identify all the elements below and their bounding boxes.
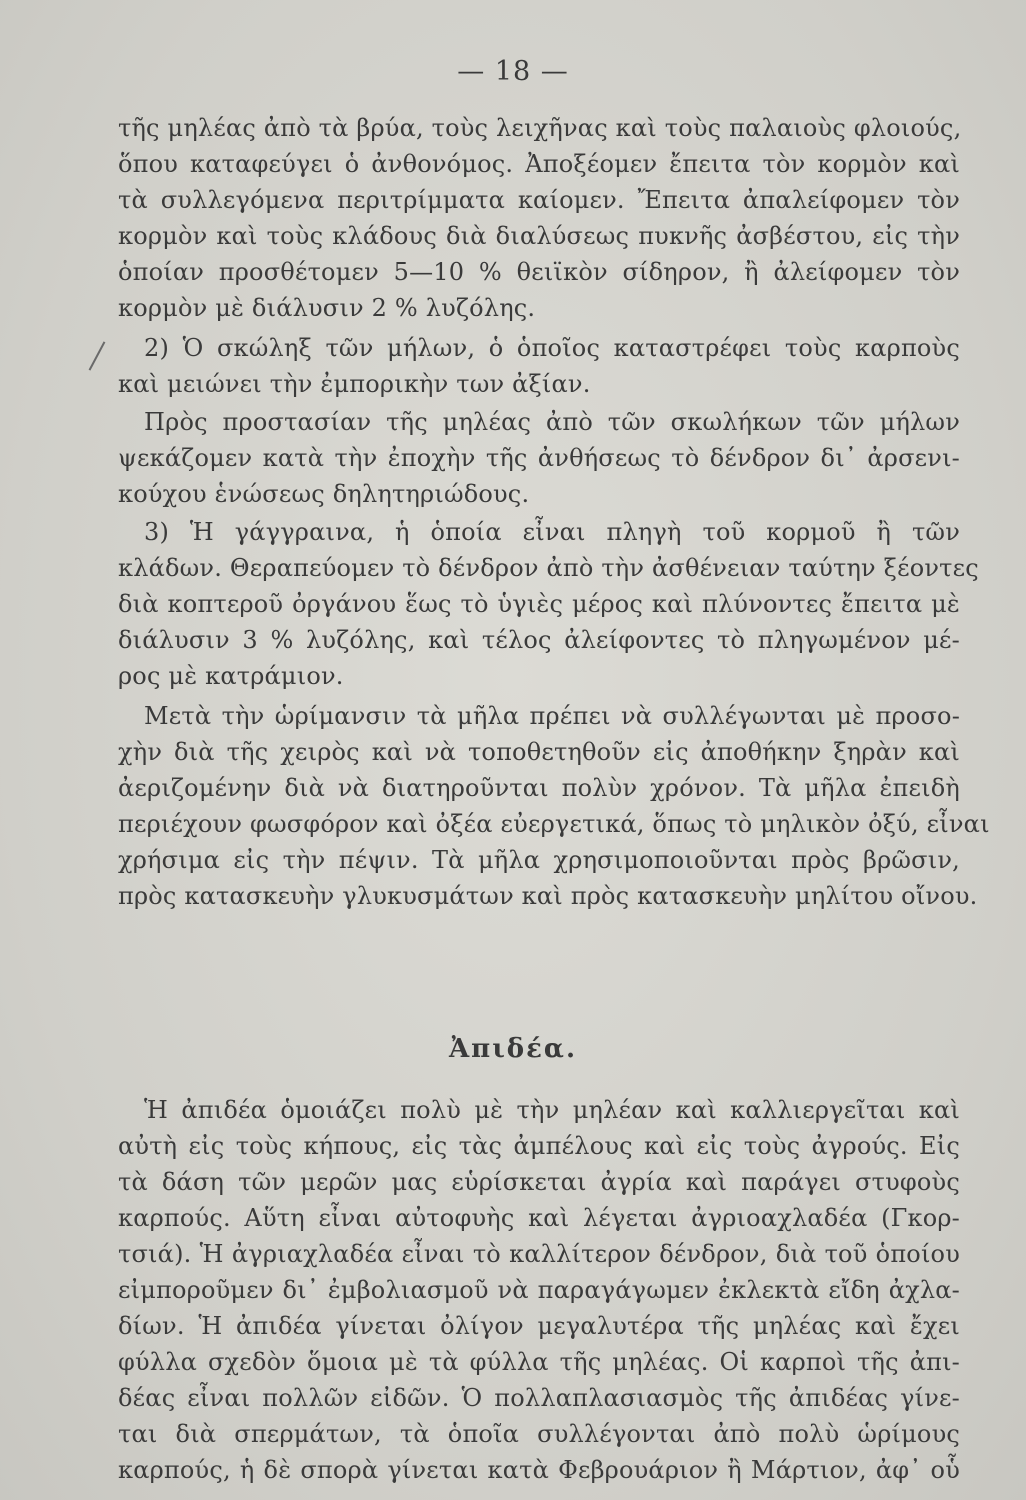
text-line: τὰ συλλεγόμενα περιτρίμματα καίομεν. Ἔπειτα ἀπαλείφομεν τὸν	[118, 186, 960, 214]
text-line: διὰ κοπτεροῦ ὀργάνου ἕως τὸ ὑγιὲς μέρος καὶ πλύνοντες ἔπειτα μὲ	[118, 590, 960, 618]
text-line: καρπούς, ἡ δὲ σπορὰ γίνεται κατὰ Φεβρουάριον ἢ Μάρτιον, ἀφ᾿ οὗ	[118, 1456, 960, 1484]
text-line: τσιά). Ἡ ἀγριαχλαδέα εἶναι τὸ καλλίτερον δένδρον, διὰ τοῦ ὁποίου	[118, 1240, 960, 1268]
text-line: χρήσιμα εἰς τὴν πέψιν. Τὰ μῆλα χρησιμοποιοῦνται πρὸς βρῶσιν,	[118, 846, 960, 874]
text-line: ται διὰ σπερμάτων, τὰ ὁποῖα συλλέγονται ἀπὸ πολὺ ὡρίμους	[118, 1420, 960, 1448]
text-line: εἰμποροῦμεν δι᾿ ἐμβολιασμοῦ νὰ παραγάγωμεν ἐκλεκτὰ εἴδη ἀχλα-	[118, 1276, 960, 1304]
text-line: κούχου ἑνώσεως δηλητηριώδους.	[118, 480, 530, 508]
text-line: ρος μὲ κατράμιον.	[118, 662, 344, 690]
text-line: 3) Ἡ γάγγραινα, ἡ ὁποία εἶναι πληγὴ τοῦ κορμοῦ ἢ τῶν	[144, 518, 960, 546]
margin-pencil-mark	[89, 341, 106, 370]
text-line: καὶ μειώνει τὴν ἐμπορικὴν των ἀξίαν.	[118, 370, 591, 398]
text-line: δίων. Ἡ ἀπιδέα γίνεται ὀλίγον μεγαλυτέρα τῆς μηλέας καὶ ἔχει	[118, 1312, 960, 1340]
text-line: Πρὸς προστασίαν τῆς μηλέας ἀπὸ τῶν σκωλήκων τῶν μήλων	[144, 408, 960, 436]
text-line: δέας εἶναι πολλῶν εἰδῶν. Ὁ πολλαπλασιασμὸς τῆς ἀπιδέας γίνε-	[118, 1384, 960, 1412]
text-line: πρὸς κατασκευὴν γλυκυσμάτων καὶ πρὸς κατασκευὴν μηλίτου οἴνου.	[118, 882, 978, 910]
text-line: ἀεριζομένην διὰ νὰ διατηροῦνται πολὺν χρόνον. Τὰ μῆλα ἐπειδὴ	[118, 774, 960, 802]
text-line: ψεκάζομεν κατὰ τὴν ἐποχὴν τῆς ἀνθήσεως τὸ δένδρον δι᾿ ἀρσενι-	[118, 444, 960, 472]
text-line: καρπούς. Αὕτη εἶναι αὐτοφυὴς καὶ λέγεται ἀγριοαχλαδέα (Γκορ-	[118, 1204, 960, 1232]
text-line: ὁποίαν προσθέτομεν 5—10 % θειϊκὸν σίδηρον, ἢ ἀλείφομεν τὸν	[118, 258, 960, 286]
text-line: Μετὰ τὴν ὡρίμανσιν τὰ μῆλα πρέπει νὰ συλλέγωνται μὲ προσο-	[144, 702, 960, 730]
text-line: Ἡ ἀπιδέα ὁμοιάζει πολὺ μὲ τὴν μηλέαν καὶ καλλιεργεῖται καὶ	[144, 1096, 960, 1124]
text-line: αὐτὴ εἰς τοὺς κήπους, εἰς τὰς ἀμπέλους καὶ εἰς τοὺς ἀγρούς. Εἰς	[118, 1132, 960, 1160]
section-heading: Ἀπιδέα.	[449, 1034, 577, 1064]
text-line: διάλυσιν 3 % λυζόλης, καὶ τέλος ἀλείφοντες τὸ πληγωμένον μέ-	[118, 626, 960, 654]
text-line: κορμὸν μὲ διάλυσιν 2 % λυζόλης.	[118, 294, 536, 322]
text-line: τὰ δάση τῶν μερῶν μας εὑρίσκεται ἀγρία καὶ παράγει στυφοὺς	[118, 1168, 960, 1196]
text-line: κλάδων. Θεραπεύομεν τὸ δένδρον ἀπὸ τὴν ἀσθένειαν ταύτην ξέοντες	[118, 554, 979, 582]
text-line: τῆς μηλέας ἀπὸ τὰ βρύα, τοὺς λειχῆνας καὶ τοὺς παλαιοὺς φλοιούς,	[118, 114, 962, 142]
text-line: ὅπου καταφεύγει ὁ ἀνθονόμος. Ἀποξέομεν ἔπειτα τὸν κορμὸν καὶ	[118, 150, 960, 178]
text-line: χὴν διὰ τῆς χειρὸς καὶ νὰ τοποθετηθοῦν εἰς ἀποθήκην ξηρὰν καὶ	[118, 738, 960, 766]
text-line: κορμὸν καὶ τοὺς κλάδους διὰ διαλύσεως πυκνῆς ἀσβέστου, εἰς τὴν	[118, 222, 960, 250]
text-line: περιέχουν φωσφόρον καὶ ὀξέα εὐεργετικά, ὅπως τὸ μηλικὸν ὀξύ, εἶναι	[118, 810, 990, 838]
page-number: — 18 —	[457, 56, 569, 87]
text-line: φύλλα σχεδὸν ὅμοια μὲ τὰ φύλλα τῆς μηλέας. Οἱ καρποὶ τῆς ἀπι-	[118, 1348, 960, 1376]
text-line: 2) Ὁ σκώληξ τῶν μήλων, ὁ ὁποῖος καταστρέφει τοὺς καρποὺς	[144, 334, 960, 362]
